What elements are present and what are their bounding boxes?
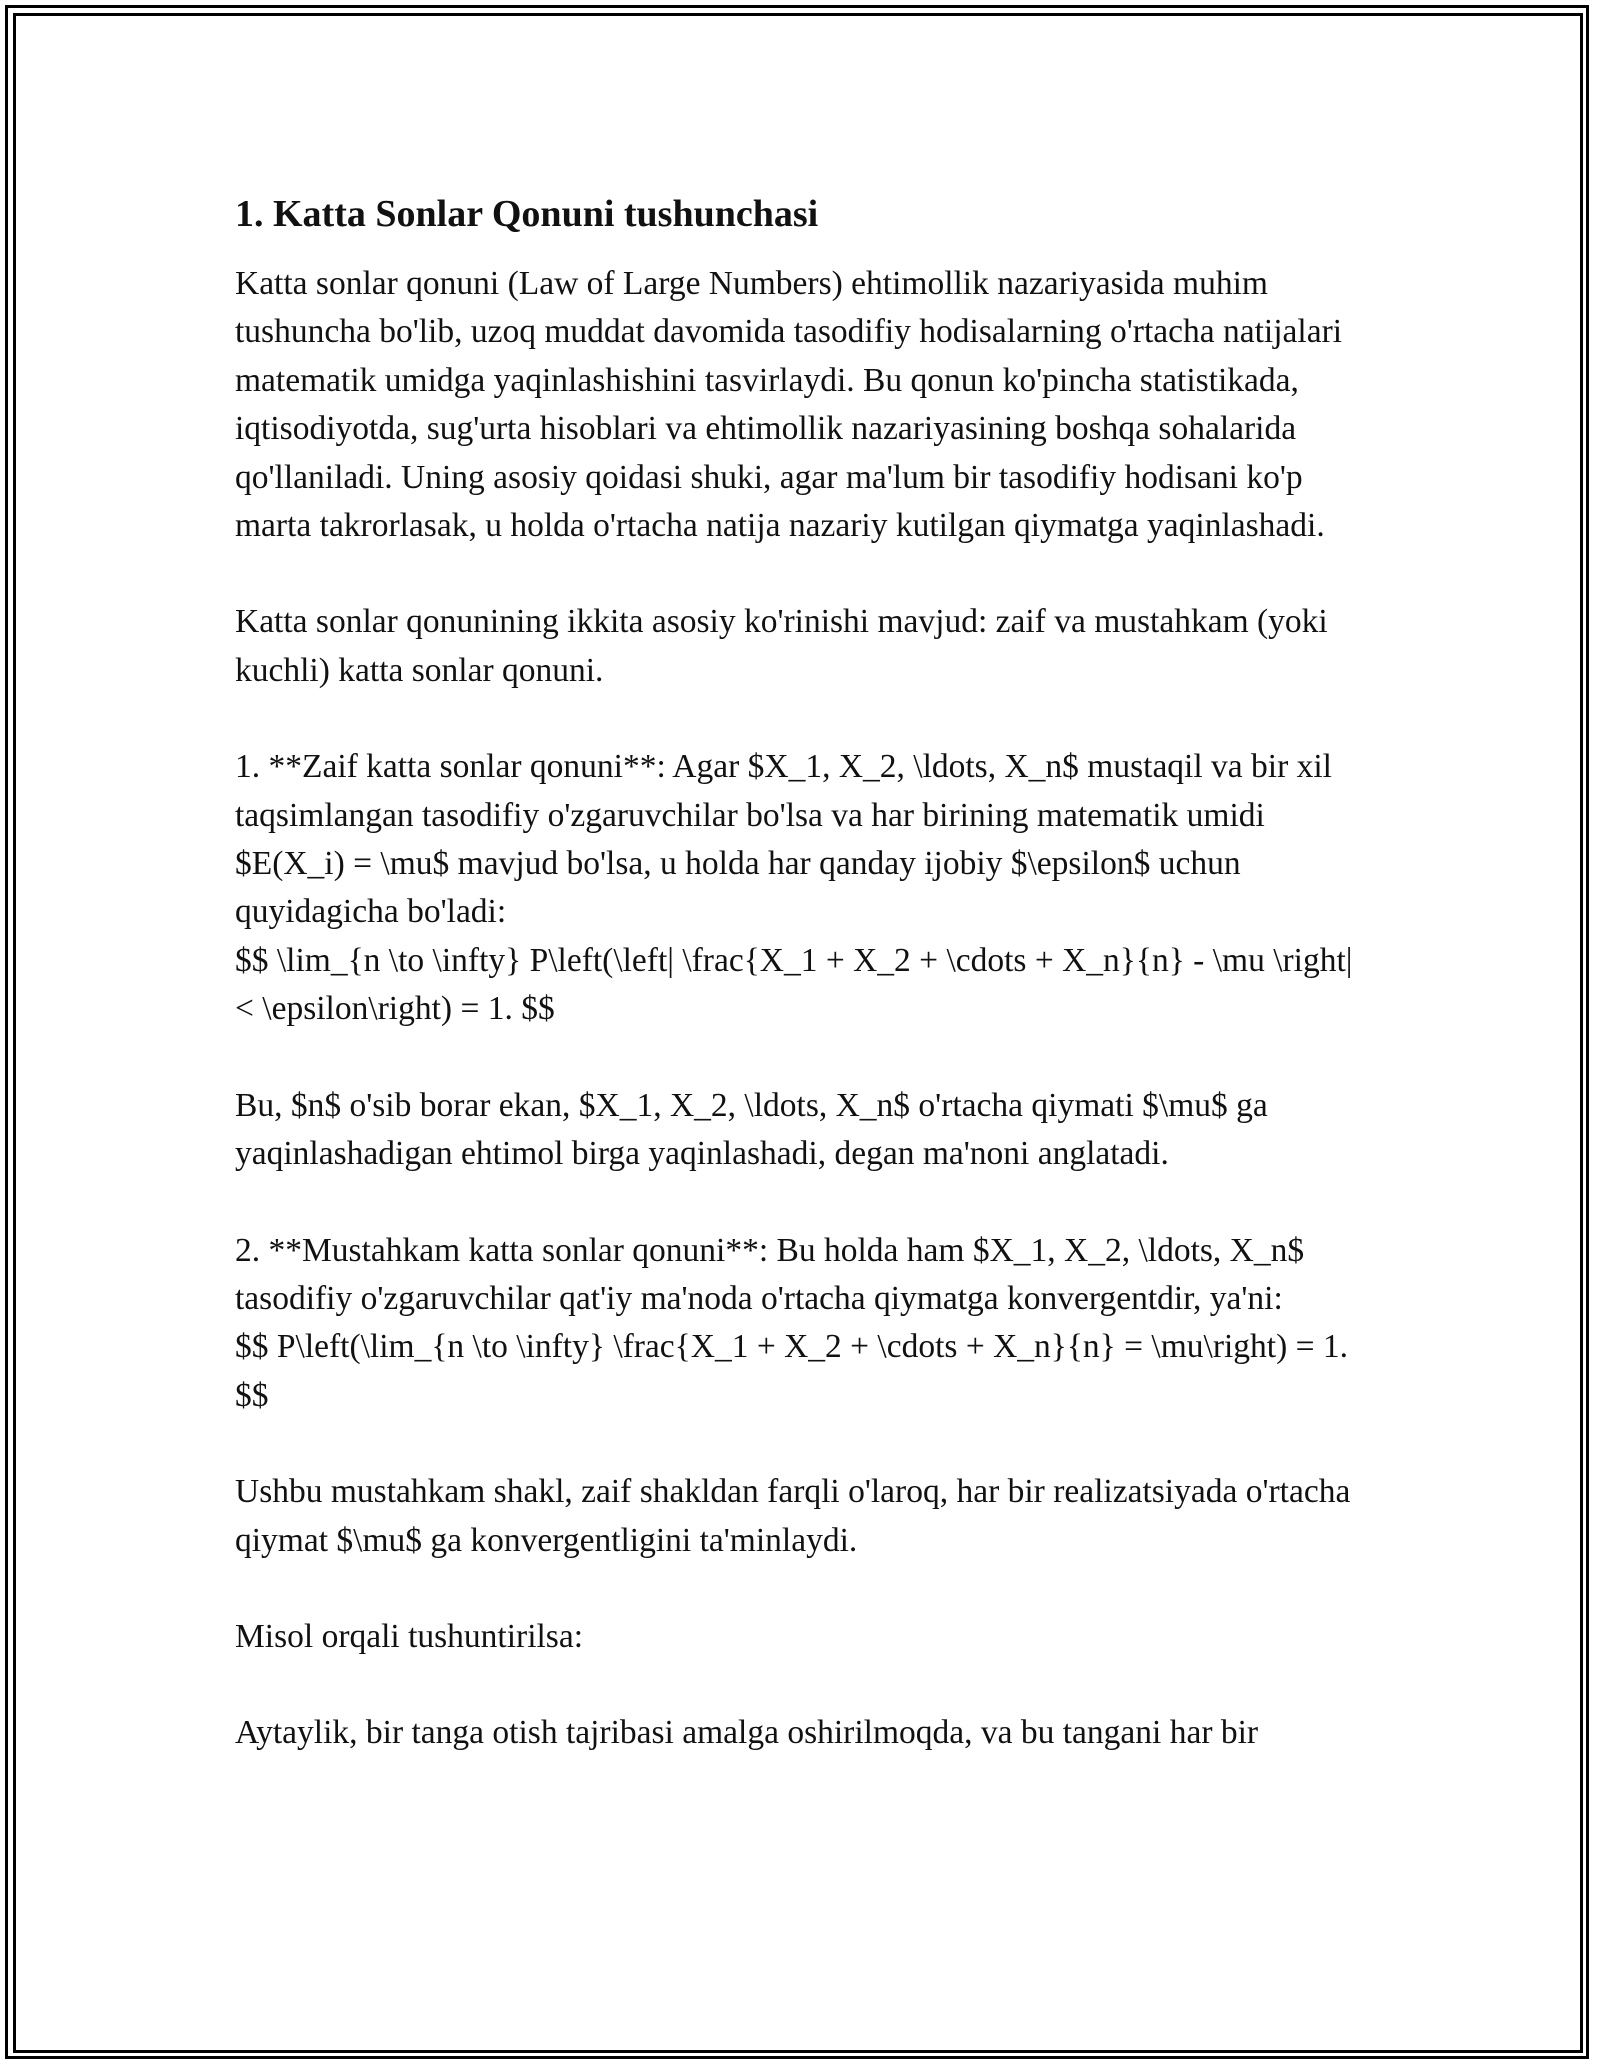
paragraph-weak-law-explanation: Bu, $n$ o'sib borar ekan, $X_1, X_2, \ldots, X_n$ o'rtacha qiymati $\mu$ ga yaqinlashadigan ehtimol birga yaqinlashadi, degan ma'noni anglatadi. — [235, 1086, 1268, 1173]
paragraph-strong-law-explanation: Ushbu mustahkam shakl, zaif shakldan farqli o'laroq, har bir realizatsiyada o'rtacha qiymat $\mu$ ga konvergentligini ta'minlaydi. — [235, 1473, 1351, 1559]
paragraph-weak-law: 1. **Zaif katta sonlar qonuni**: Agar $X_1, X_2, \ldots, X_n$ mustaqil va bir xil taqsimlangan tasodifiy o'zgaruvchilar bo'lsa va har birining matematik umidi $E(X_i) = \mu$ mavjud bo'lsa, u holda har qanday ijobiy $\epsilon$ uchun quyidagicha bo'ladi: $$ \lim_{n \to \infty} P\left(\left| \frac{X_1 + X_2 + \cdots + X_n}{n} - \mu \right| < \epsilon\right) = 1. $$ — [235, 748, 1353, 1028]
paragraph-strong-law: 2. **Mustahkam katta sonlar qonuni**: Bu holda ham $X_1, X_2, \ldots, X_n$ tasodifiy o'zgaruvchilar qat'iy ma'noda o'rtacha qiymatga konvergentdir, ya'ni: $$ P\left(\lim_{n \to \infty} \frac{X_1 + X_2 + \cdots + X_n}{n} = \mu\right) = 1. $$ — [235, 1231, 1349, 1414]
paragraph-example-intro: Misol orqali tushuntirilsa: — [235, 1617, 584, 1655]
document-body — [235, 190, 1375, 1806]
section-heading: 1. Katta Sonlar Qonuni tushunchasi — [235, 193, 819, 235]
paragraph-forms: Katta sonlar qonunining ikkita asosiy ko'rinishi mavjud: zaif va mustahkam (yoki kuchli) katta sonlar qonuni. — [235, 603, 1328, 689]
paragraph-example: Aytaylik, bir tanga otish tajribasi amalga oshirilmoqda, va bu tangani har bir — [235, 1714, 1259, 1752]
paragraph-intro: Katta sonlar qonuni (Law of Large Numbers) ehtimollik nazariyasida muhim tushuncha bo'lib, uzoq muddat davomida tasodifiy hodisalarning o'rtacha natijalari matematik umidga yaqinlashishini tasvirlaydi. Bu qonun ko'pincha statistikada, iqtisodiyotda, sug'urta hisoblari va ehtimollik nazariyasining boshqa sohalarida qo'llaniladi. Uning asosiy qoidasi shuki, agar ma'lum bir tasodifiy hodisani ko'p marta takrorlasak, u holda o'rtacha natija nazariy kutilgan qiymatga yaqinlashadi. — [235, 265, 1343, 545]
